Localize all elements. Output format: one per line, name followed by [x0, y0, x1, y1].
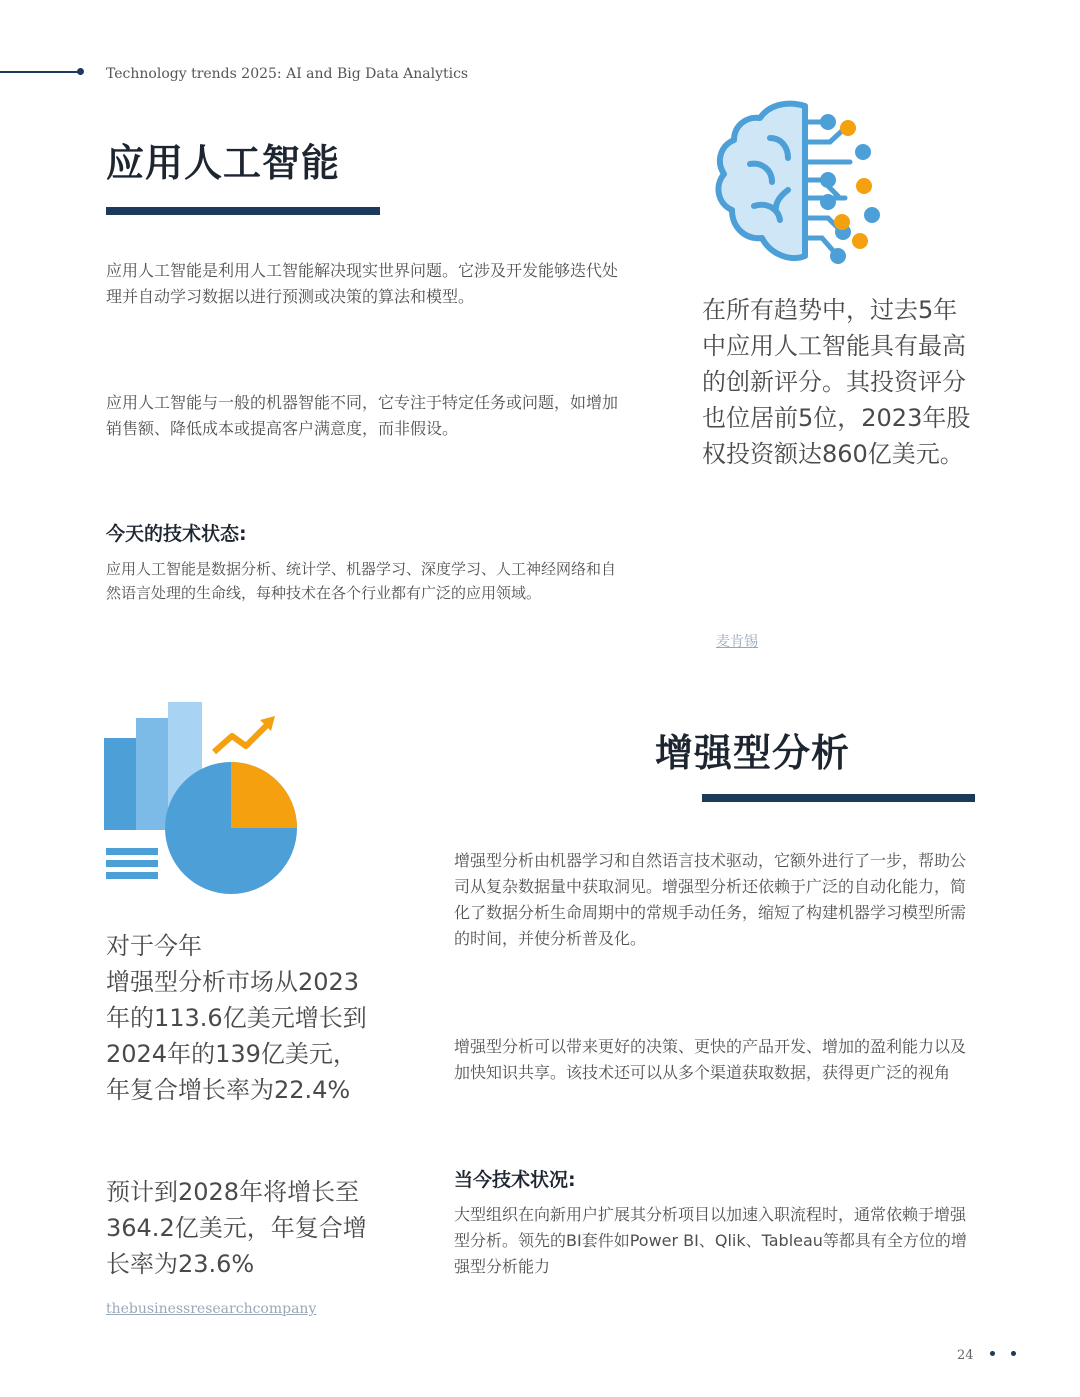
page-number: 24 — [957, 1348, 974, 1363]
footer-dot — [1011, 1351, 1016, 1356]
section1-subhead: 今天的技术状态: — [106, 523, 247, 545]
header-dot — [77, 68, 84, 75]
section2-para2: 增强型分析可以带来更好的决策、更快的产品开发、增加的盈利能力以及加快知识共享。该技术还可以从多个渠道获取数据，获得更广泛的视角 — [454, 1037, 967, 1082]
section1-rule — [106, 207, 380, 215]
section2-para3: 大型组织在向新用户扩展其分析项目以加速入职流程时，通常依赖于增强型分析。领先的BI套件如Power BI、Qlik、Tableau等都具有全方位的增强型分析能力 — [454, 1205, 967, 1276]
section2-title: 增强型分析 — [655, 731, 851, 775]
section2-para1: 增强型分析由机器学习和自然语言技术驱动，它额外进行了一步，帮助公司从复杂数据量中获取洞见。增强型分析还依赖于广泛的自动化能力，简化了数据分析生命周期中的常规手动任务，缩短了构建机器学习模型所需的时间，并使分析普及化。 — [454, 851, 967, 948]
section1-para2: 应用人工智能与一般的机器智能不同，它专注于特定任务或问题，如增加销售额、降低成本或提高客户满意度，而非假设。 — [106, 393, 619, 438]
section2-callout2: 预计到2028年将增长至364.2亿美元，年复合增长率为23.6% — [106, 1178, 367, 1278]
running-title: Technology trends 2025: AI and Big Data Analytics — [106, 66, 469, 82]
header-rule — [0, 71, 80, 73]
section2-source-link[interactable]: thebusinessresearchcompany — [106, 1301, 317, 1317]
section2-rule — [702, 794, 975, 802]
section1-para1: 应用人工智能是利用人工智能解决现实世界问题。它涉及开发能够迭代处理并自动学习数据以进行预测或决策的算法和模型。 — [106, 261, 619, 306]
section1-callout: 在所有趋势中，过去5年中应用人工智能具有最高的创新评分。其投资评分也位居前5位，2023年股权投资额达860亿美元。 — [702, 296, 971, 468]
analytics-chart-icon — [100, 700, 300, 896]
section1-title: 应用人工智能 — [106, 141, 341, 185]
footer-dot — [990, 1351, 995, 1356]
brain-circuit-icon — [710, 98, 890, 268]
section1-source-link[interactable]: 麦肯锡 — [716, 634, 758, 650]
section2-subhead: 当今技术状况: — [454, 1169, 576, 1191]
section2-callout1: 对于今年 增强型分析市场从2023年的113.6亿美元增长到2024年的139亿美元， 年复合增长率为22.4% — [106, 932, 367, 1104]
section1-para3: 应用人工智能是数据分析、统计学、机器学习、深度学习、人工神经网络和自然语言处理的生命线，每种技术在各个行业都有广泛的应用领域。 — [106, 560, 617, 602]
